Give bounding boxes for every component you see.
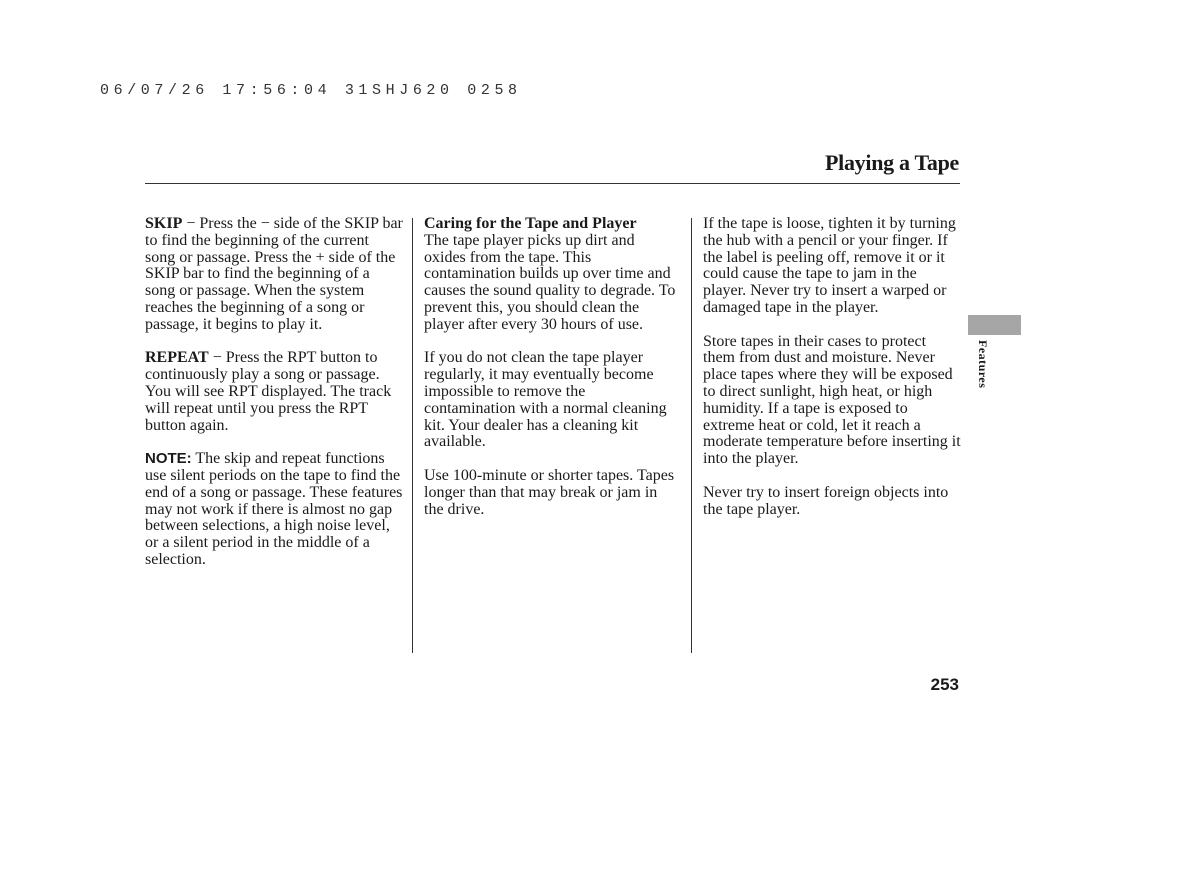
- skip-description: − Press the − side of the SKIP bar to find the beginning of the current song or passage. Press the + side of the SKIP bar to find the beginning of a song or passage. When the system reaches the beginning of a song or passage, it begins to play it.: [145, 215, 403, 333]
- repeat-paragraph: [145, 350, 403, 434]
- storage-paragraph: Store tapes in their cases to protect them from dust and moisture. Never place tapes where they will be exposed to direct sunlight, high heat, or high humidity. If a tape is exposed to extreme heat or cold, let it reach a moderate temperature before inserting it into the player.: [703, 332, 961, 468]
- column-divider: [412, 218, 413, 653]
- caring-paragraph: [424, 216, 680, 334]
- tape-length-paragraph: Use 100-minute or shorter tapes. Tapes longer than that may break or jam in the drive.: [424, 466, 675, 518]
- note-paragraph: [145, 451, 403, 569]
- section-tab: [968, 315, 1021, 335]
- repeat-term: REPEAT: [145, 349, 209, 367]
- repeat-description: − Press the RPT button to continuously play a song or passage. You will see RPT displayed. The track will repeat until you press the RPT button again.: [145, 349, 392, 434]
- column-caring: [424, 216, 680, 535]
- foreign-objects-paragraph: Never try to insert foreign objects into the tape player.: [703, 483, 949, 518]
- page-number: 253: [930, 675, 959, 694]
- skip-paragraph: [145, 216, 403, 334]
- column-skip-repeat: [145, 216, 403, 586]
- title-rule: [145, 183, 960, 184]
- skip-term: SKIP: [145, 215, 183, 232]
- column-tape-care: [703, 216, 961, 535]
- section-label: Features: [976, 340, 990, 389]
- note-label: NOTE:: [145, 450, 192, 468]
- caring-text: The tape player picks up dirt and oxides from the tape. This contamination builds up over time and causes the sound quality to degrade. To prevent this, you should clean the player after every 30 hours of use.: [424, 231, 676, 333]
- loose-tape-paragraph: If the tape is loose, tighten it by turning the hub with a pencil or your finger. If the label is peeling off, remove it or it could cause the tape to jam in the player. Never try to insert a warped or damaged tape in the player.: [703, 215, 956, 316]
- note-text: The skip and repeat functions use silent periods on the tape to find the end of a song or passage. These features may not work if there is almost no gap between selections, a high noise level, or a silent period in the middle of a selection.: [145, 450, 403, 568]
- column-divider: [691, 218, 692, 653]
- caring-heading: Caring for the Tape and Player: [424, 215, 637, 232]
- print-timestamp: 06/07/26 17:56:04 31SHJ620 0258: [100, 82, 522, 99]
- cleaning-paragraph: If you do not clean the tape player regularly, it may eventually become impossible to remove the contamination with a normal cleaning kit. Your dealer has a cleaning kit available.: [424, 349, 667, 451]
- page-title: Playing a Tape: [825, 150, 959, 175]
